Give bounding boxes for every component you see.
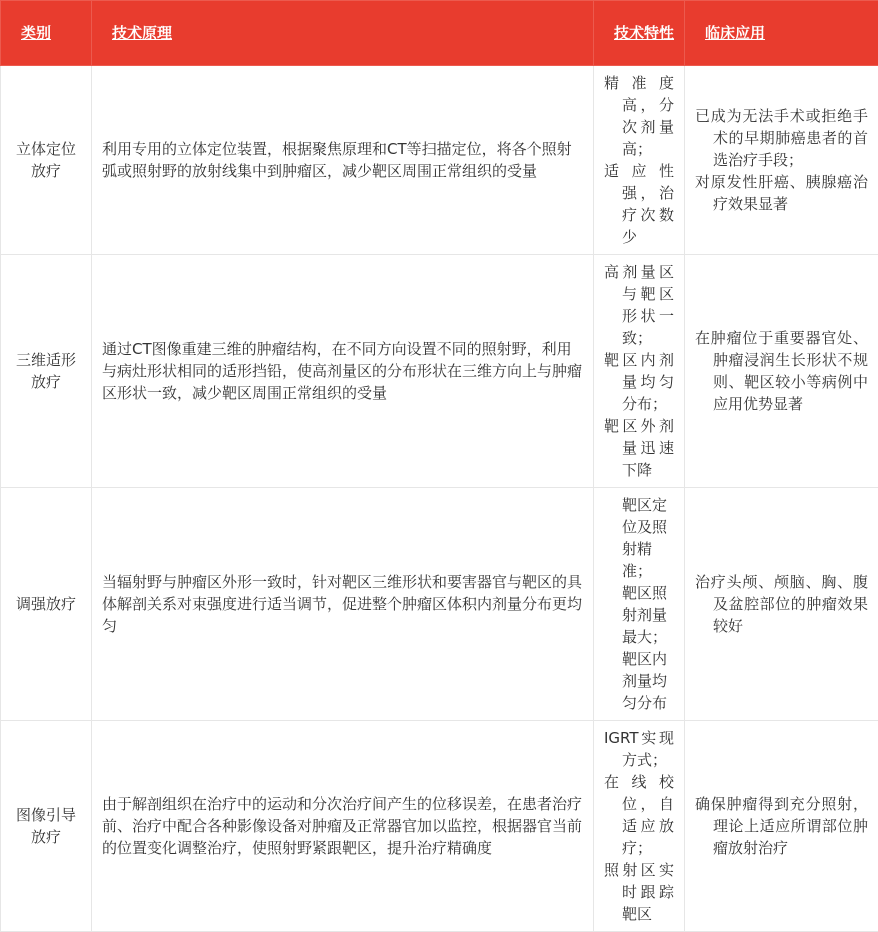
cell-feature <box>594 255 685 488</box>
header-feature[interactable]: 技术特性 <box>594 1 685 66</box>
feature-item: IGRT实现方式； <box>604 729 674 769</box>
table-row <box>1 721 878 932</box>
header-principle[interactable]: 技术原理 <box>92 1 594 66</box>
cell-principle: 由于解剖组织在治疗中的运动和分次治疗间产生的位移误差，在患者治疗前、治疗中配合各种影像设备对肿瘤及正常器官加以监控，根据器官当前的位置变化调整治疗，使照射野紧跟靶区，提升治疗精确度 <box>92 721 594 932</box>
table-row <box>1 255 878 488</box>
feature-item: 靶区内剂量均匀分布 <box>622 650 668 712</box>
cell-feature <box>594 66 685 255</box>
cell-application <box>685 66 878 255</box>
cell-application <box>685 721 878 932</box>
cell-category: 调强放疗 <box>1 488 92 721</box>
table-row <box>1 488 878 721</box>
cell-principle: 利用专用的立体定位装置，根据聚焦原理和CT等扫描定位，将各个照射弧或照射野的放射线集中到肿瘤区，减少靶区周围正常组织的受量 <box>92 66 594 255</box>
feature-item: 在线校位，自适应放疗； <box>604 773 674 857</box>
header-category[interactable]: 类别 <box>1 1 92 66</box>
table-row <box>1 66 878 255</box>
application-item: 治疗头颅、颅脑、胸、腹及盆腔部位的肿瘤效果较好 <box>695 573 868 635</box>
application-item: 确保肿瘤得到充分照射，理论上适应所谓部位肿瘤放射治疗 <box>695 795 868 857</box>
cell-application <box>685 255 878 488</box>
cell-feature <box>594 721 685 932</box>
cell-category: 图像引导放疗 <box>1 721 92 932</box>
table-body <box>1 66 878 932</box>
feature-item: 精准度高，分次剂量高； <box>604 74 674 158</box>
cell-principle: 当辐射野与肿瘤区外形一致时，针对靶区三维形状和要害器官与靶区的具体解剖关系对束强度进行适当调节，促进整个肿瘤区体积内剂量分布更均匀 <box>92 488 594 721</box>
cell-feature <box>594 488 685 721</box>
feature-item: 靶区内剂量均匀分布； <box>604 351 674 413</box>
application-item: 在肿瘤位于重要器官处、肿瘤浸润生长形状不规则、靶区较小等病例中应用优势显著 <box>695 329 868 413</box>
application-item: 对原发性肝癌、胰腺癌治疗效果显著 <box>695 173 868 213</box>
cell-application <box>685 488 878 721</box>
table-header <box>1 1 878 66</box>
application-item: 已成为无法手术或拒绝手术的早期肺癌患者的首选治疗手段； <box>695 107 868 169</box>
feature-item: 靶区外剂量迅速下降 <box>604 417 674 479</box>
header-row <box>1 1 878 66</box>
feature-item: 照射区实时跟踪靶区 <box>604 861 674 923</box>
cell-category: 立体定位放疗 <box>1 66 92 255</box>
cell-category: 三维适形放疗 <box>1 255 92 488</box>
header-application[interactable]: 临床应用 <box>685 1 878 66</box>
feature-item: 适应性强，治疗次数少 <box>604 162 674 246</box>
cell-principle: 通过CT图像重建三维的肿瘤结构，在不同方向设置不同的照射野，利用与病灶形状相同的适形挡铅，使高剂量区的分布形状在三维方向上与肿瘤区形状一致，减少靶区周围正常组织的受量 <box>92 255 594 488</box>
feature-item: 靶区定位及照射精准； <box>622 496 668 580</box>
feature-item: 高剂量区与靶区形状一致； <box>604 263 674 347</box>
feature-item: 靶区照射剂量最大； <box>622 584 668 646</box>
